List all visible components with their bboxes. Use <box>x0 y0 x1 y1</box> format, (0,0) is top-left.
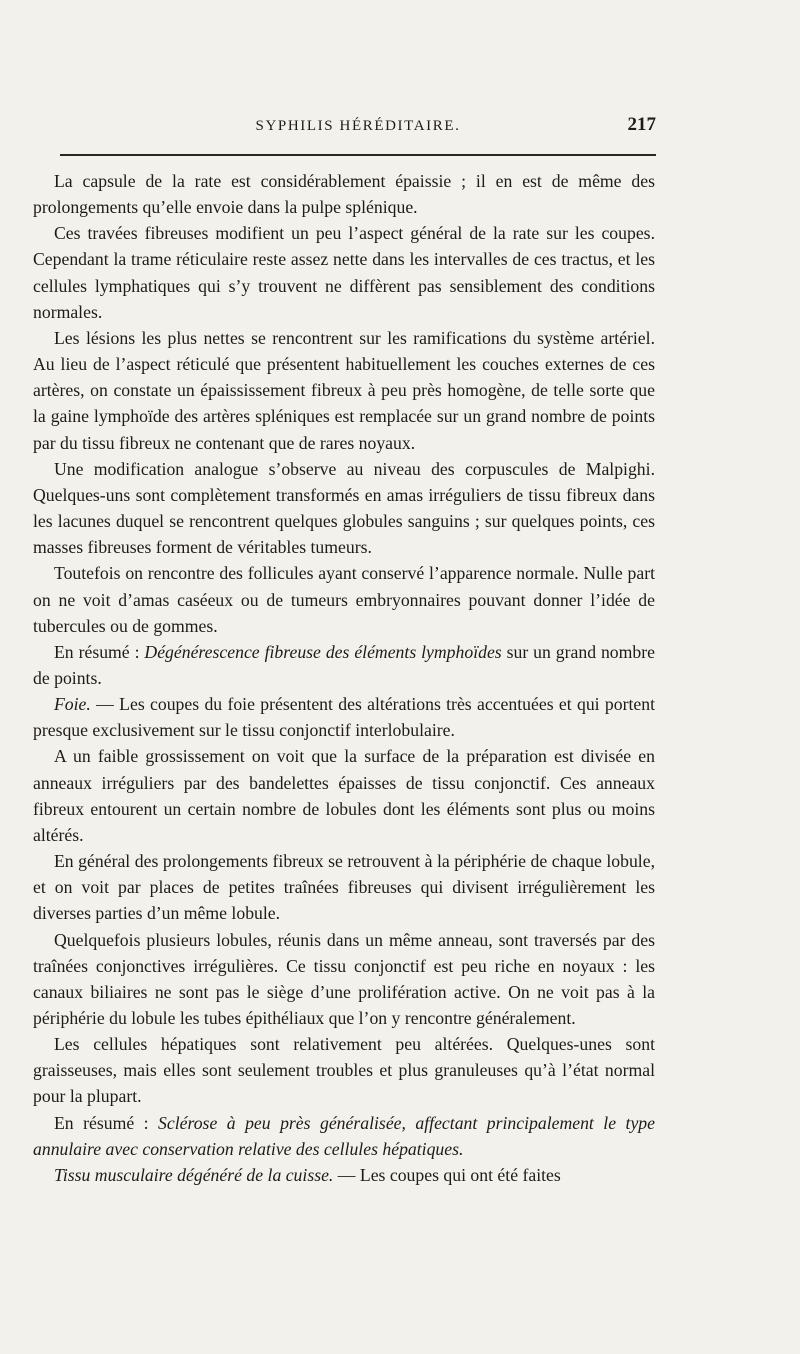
paragraph: Les lésions les plus nettes se rencontrent sur les ramifications du système artériel. Au lieu de l’aspect réticulé que présentent habituellement les couches externes de ces artères, on constate un épaississement fibreux à peu près homogène, de telle sorte que la gaine lymphoïde des artères spléniques est remplacée sur un grand nombre de points par du tissu fibreux ne contenant que de rares noyaux. <box>33 327 655 453</box>
section-heading-foie: Foie. <box>54 694 91 715</box>
paragraph-summary-spleen <box>33 639 655 691</box>
paragraph-summary-liver <box>33 1110 655 1162</box>
body-text <box>33 168 655 1188</box>
paragraph-tail: — Les coupes du foie présentent des altérations très accentuées et qui portent presque exclusivement sur le tissu conjonctif interlobulaire. <box>33 694 655 741</box>
summary-lead: En résumé : <box>54 641 145 662</box>
summary-italic: Dégénérescence fibreuse des éléments lymphoïdes <box>144 641 502 662</box>
running-title: SYPHILIS HÉRÉDITAIRE. <box>255 118 461 134</box>
paragraph: Quelquefois plusieurs lobules, réunis dans un même anneau, sont traversés par des traînées conjonctives irrégulières. Ce tissu conjonctif est peu riche en noyaux : les canaux biliaires ne sont pas le siège d’une prolifération active. On ne voit pas à la périphérie du lobule les tubes épithéliaux que l’on y rencontre généralement. <box>33 929 655 1028</box>
paragraph-muscle-heading <box>33 1162 655 1188</box>
summary-italic: Sclérose à peu près généralisée, affectant principalement le type annulaire avec conservation relative des cellules hépatiques. <box>33 1112 655 1159</box>
paragraph-tail: — Les coupes qui ont été faites <box>333 1164 561 1185</box>
paragraph: En général des prolongements fibreux se retrouvent à la périphérie de chaque lobule, et on voit par places de petites traînées fibreuses qui divisent irrégulièrement les diverses parties d’un même lobule. <box>33 851 655 924</box>
header-rule <box>60 154 656 156</box>
paragraph: La capsule de la rate est considérablement épaissie ; il en est de même des prolongements qu’elle envoie dans la pulpe splénique. <box>33 171 655 218</box>
summary-tail: sur un grand nombre de points. <box>33 641 655 688</box>
summary-lead: En résumé : <box>54 1112 159 1133</box>
paragraph: Ces travées fibreuses modifient un peu l’aspect général de la rate sur les coupes. Cependant la trame réticulaire reste assez nette dans les intervalles de ces tractus, et les cellules lymphatiques qui s’y trouvent ne diffèrent pas sensiblement des conditions normales. <box>33 223 655 322</box>
paragraph: Les cellules hépatiques sont relativement peu altérées. Quelques-unes sont graisseuses, mais elles sont seulement troubles et plus granuleuses qu’à l’état normal pour la plupart. <box>33 1034 655 1107</box>
page-header <box>60 112 656 142</box>
paragraph: Une modification analogue s’observe au niveau des corpuscules de Malpighi. Quelques-uns sont complètement transformés en amas irréguliers de tissu fibreux dans les lacunes duquel se rencontrent quelques globules sanguins ; sur quelques points, ces masses fibreuses forment de véritables tumeurs. <box>33 458 655 558</box>
paragraph-liver-heading <box>33 691 655 743</box>
paragraph: Toutefois on rencontre des follicules ayant conservé l’apparence normale. Nulle part on ne voit d’amas caséeux ou de tumeurs embryonnaires pouvant donner l’idée de tubercules ou de gommes. <box>33 563 655 636</box>
section-heading-muscle: Tissu musculaire dégénéré de la cuisse. <box>54 1164 334 1185</box>
page-number: 217 <box>627 114 656 135</box>
paragraph: A un faible grossissement on voit que la surface de la préparation est divisée en anneaux irréguliers par des bandelettes épaisses de tissu conjonctif. Ces anneaux fibreux entourent un certain nombre de lobules dont les éléments sont plus ou moins altérés. <box>33 746 655 845</box>
